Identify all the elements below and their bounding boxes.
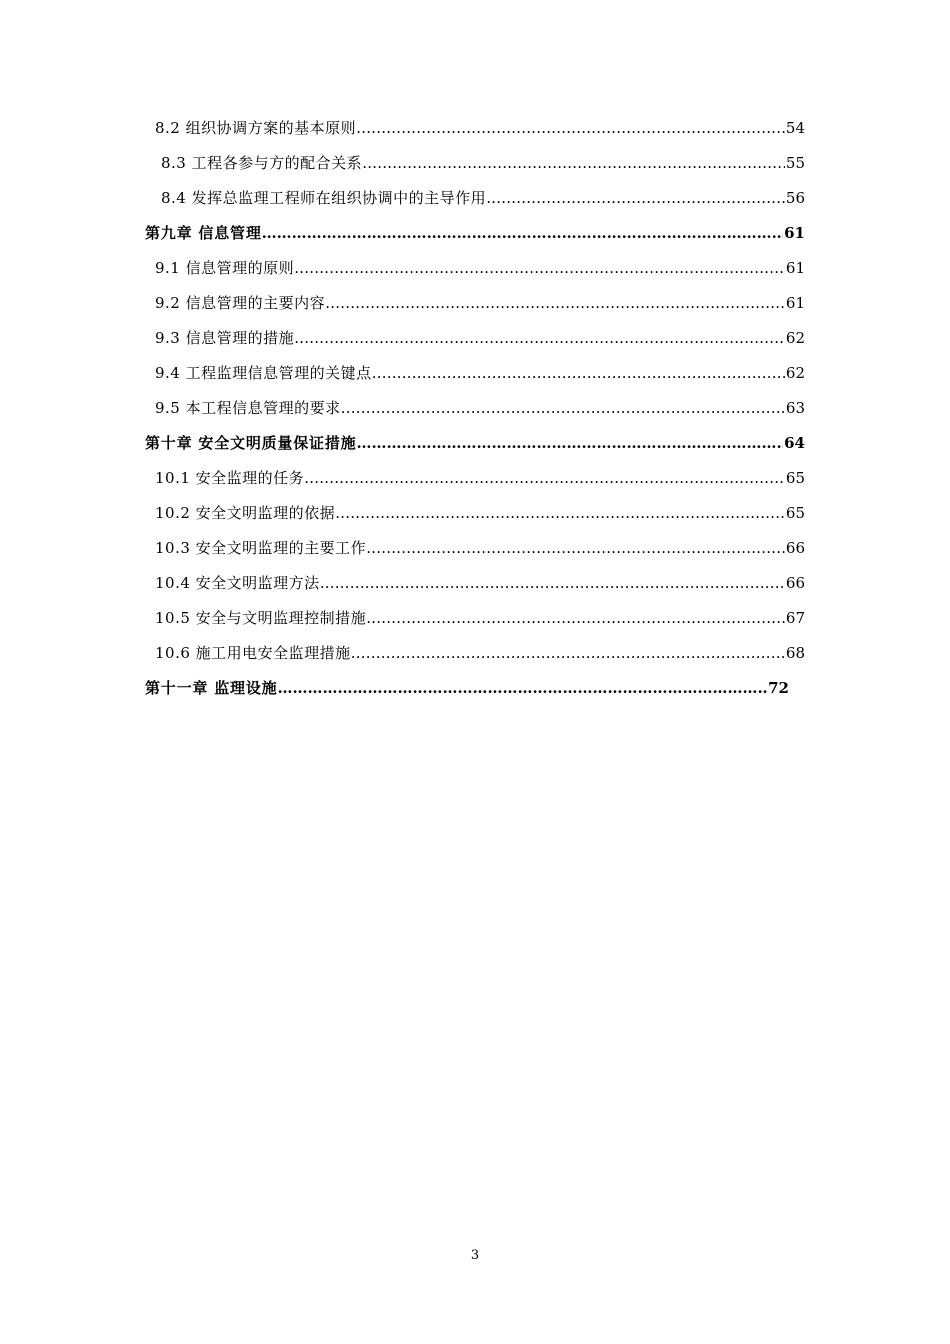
toc-entry[interactable] [155, 320, 805, 355]
toc-entry-label: 10.4 安全文明监理方法 [155, 574, 320, 592]
toc-entry-page: 67 [785, 608, 805, 627]
toc-chapter[interactable] [145, 670, 789, 705]
toc-entry-label: 8.3 工程各参与方的配合关系 [161, 154, 363, 172]
toc-entry-label: 第九章 信息管理 [145, 224, 262, 242]
toc-entry-label: 8.2 组织协调方案的基本原则 [155, 119, 357, 137]
toc-entry-page: 66 [785, 573, 805, 592]
toc-entry[interactable] [155, 635, 805, 670]
toc-entry-page: 63 [785, 398, 805, 417]
toc-entry[interactable] [155, 390, 805, 425]
toc-entry-page: 66 [785, 538, 805, 557]
toc-entry-label: 10.3 安全文明监理的主要工作 [155, 539, 367, 557]
toc-entry[interactable] [155, 530, 805, 565]
toc-entry-label: 9.3 信息管理的措施 [155, 329, 295, 347]
toc-entry-label: 8.4 发挥总监理工程师在组织协调中的主导作用 [161, 189, 487, 207]
dot-leader [351, 644, 785, 662]
toc-chapter[interactable] [145, 215, 805, 250]
toc-entry-page: 64 [784, 433, 805, 452]
page-number: 3 [470, 1248, 480, 1263]
toc-entry-label: 第十章 安全文明质量保证措施 [145, 434, 357, 452]
toc-entry-label: 10.2 安全文明监理的依据 [155, 504, 336, 522]
toc-entry-label: 第十一章 监理设施 [145, 679, 278, 697]
dot-leader [372, 364, 785, 382]
dot-leader [304, 469, 785, 487]
toc-entry-page: 61 [785, 258, 805, 277]
dot-leader [341, 399, 785, 417]
toc-entry-page: 54 [785, 118, 805, 137]
toc-entry[interactable] [161, 180, 805, 215]
dot-leader [356, 434, 783, 452]
toc-entry-page: 55 [785, 153, 805, 172]
dot-leader [262, 224, 784, 242]
toc-entry[interactable] [155, 355, 805, 390]
toc-entry-label: 10.6 施工用电安全监理措施 [155, 644, 351, 662]
toc-entry-label: 10.1 安全监理的任务 [155, 469, 305, 487]
toc-entry-label: 9.2 信息管理的主要内容 [155, 294, 326, 312]
dot-leader [486, 189, 785, 207]
dot-leader [366, 539, 785, 557]
toc-entry-label: 9.1 信息管理的原则 [155, 259, 295, 277]
toc-entry-page: 72 [768, 678, 789, 697]
toc-entry-page: 68 [785, 643, 805, 662]
toc-entry[interactable] [155, 565, 805, 600]
toc-entry-label: 9.5 本工程信息管理的要求 [155, 399, 341, 417]
toc-entry-page: 56 [785, 188, 805, 207]
toc-chapter[interactable] [145, 425, 805, 460]
toc-entry-label: 9.4 工程监理信息管理的关键点 [155, 364, 372, 382]
dot-leader [294, 329, 785, 347]
toc-entry[interactable] [155, 250, 805, 285]
toc-entry-page: 65 [785, 503, 805, 522]
toc-entry-label: 10.5 安全与文明监理控制措施 [155, 609, 367, 627]
toc-entry-page: 62 [785, 363, 805, 382]
toc-entry[interactable] [155, 495, 805, 530]
dot-leader [366, 609, 785, 627]
toc-entry[interactable] [161, 145, 805, 180]
toc-entry[interactable] [155, 110, 805, 145]
toc-entry-page: 61 [785, 293, 805, 312]
dot-leader [362, 154, 785, 172]
toc-entry-page: 62 [785, 328, 805, 347]
dot-leader [277, 679, 767, 697]
dot-leader [325, 294, 785, 312]
toc-entry[interactable] [155, 285, 805, 320]
toc-entry[interactable] [155, 600, 805, 635]
toc-entry-page: 65 [785, 468, 805, 487]
dot-leader [294, 259, 785, 277]
dot-leader [320, 574, 785, 592]
dot-leader [356, 119, 785, 137]
toc-entry[interactable] [155, 460, 805, 495]
toc-entry-page: 61 [784, 223, 805, 242]
dot-leader [335, 504, 785, 522]
